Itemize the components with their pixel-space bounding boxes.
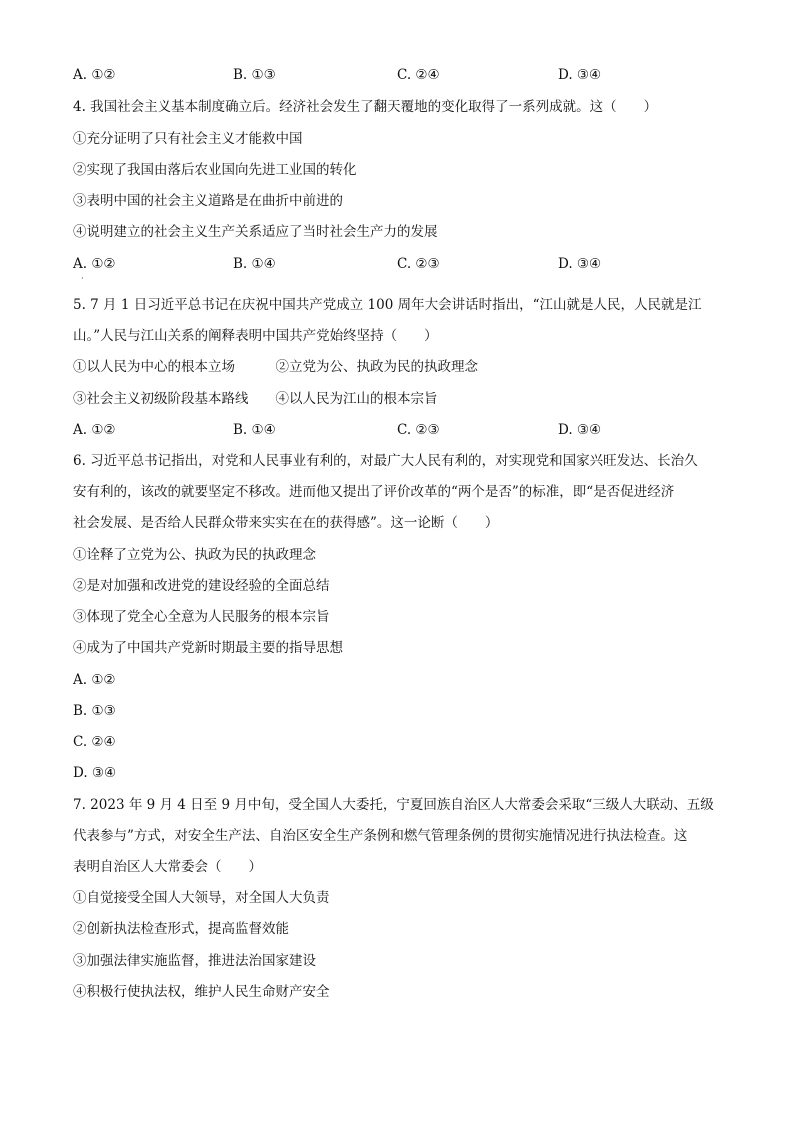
stray-mark: ·: [81, 274, 84, 284]
q7-item-1: ①自觉接受全国人大领导，对全国人大负责: [73, 890, 330, 906]
q5-stem-line-2: 山。”人民与江山关系的阐释表明中国共产党始终坚持（ ）: [73, 328, 438, 344]
q5-option-d: D. ③④: [558, 422, 602, 438]
q3-option-a: A. ①②: [73, 67, 116, 83]
q5-item-row-1: ①以人民为中心的根本立场 ②立党为公、执政为民的执政理念: [73, 359, 478, 375]
q6-stem-line-2: 安有利的，该改的就要坚定不移改。进而他又提出了评价改革的“两个是否”的标准，即“是否促进经济: [73, 484, 675, 500]
q7-stem-line-3: 表明自治区人大常委会（ ）: [73, 859, 262, 875]
q6-option-c: C. ②④: [73, 734, 116, 750]
q4-option-c: C. ②③: [397, 256, 440, 272]
q5-stem-line-1: 5. 7 月 1 日习近平总书记在庆祝中国共产党成立 100 周年大会讲话时指出，“江山就是人民，人民就是江: [73, 297, 702, 313]
q6-item-2: ②是对加强和改进党的建设经验的全面总结: [73, 578, 330, 594]
q4-item-1: ①充分证明了只有社会主义才能救中国: [73, 131, 303, 147]
q3-option-d: D. ③④: [558, 67, 602, 83]
q7-item-3: ③加强法律实施监督，推进法治国家建设: [73, 953, 316, 969]
q3-option-b: B. ①③: [233, 67, 276, 83]
q7-stem-line-1: 7. 2023 年 9 月 4 日至 9 月中旬，受全国人大委托，宁夏回族自治区人大常委会采取“三级人大联动、五级: [73, 797, 714, 813]
q5-option-b: B. ①④: [233, 422, 276, 438]
q6-option-d: D. ③④: [73, 765, 117, 781]
q5-option-a: A. ①②: [73, 422, 116, 438]
q6-stem-line-3: 社会发展、是否给人民群众带来实实在在的获得感”。这一论断（ ）: [73, 515, 499, 531]
q4-option-d: D. ③④: [558, 256, 602, 272]
q6-item-3: ③体现了党全心全意为人民服务的根本宗旨: [73, 609, 330, 625]
q7-item-2: ②创新执法检查形式，提高监督效能: [73, 921, 289, 937]
q3-option-c: C. ②④: [397, 67, 440, 83]
q6-item-4: ④成为了中国共产党新时期最主要的指导思想: [73, 640, 343, 656]
q7-stem-line-2: 代表参与”方式，对安全生产法、自治区安全生产条例和燃气管理条例的贯彻实施情况进行执法检查。这: [73, 828, 688, 844]
q7-item-4: ④积极行使执法权，维护人民生命财产安全: [73, 984, 330, 1000]
q4-item-3: ③表明中国的社会主义道路是在曲折中前进的: [73, 193, 343, 209]
q5-option-c: C. ②③: [397, 422, 440, 438]
q6-option-b: B. ①③: [73, 703, 116, 719]
q4-stem: 4. 我国社会主义基本制度确立后。经济社会发生了翻天覆地的变化取得了一系列成就。这（ ）: [73, 99, 658, 115]
q4-option-a: A. ①②: [73, 256, 116, 272]
q6-option-a: A. ①②: [73, 672, 116, 688]
q4-option-b: B. ①④: [233, 256, 276, 272]
q5-item-row-2: ③社会主义初级阶段基本路线 ④以人民为江山的根本宗旨: [73, 391, 438, 407]
q6-stem-line-1: 6. 习近平总书记指出，对党和人民事业有利的，对最广大人民有利的，对实现党和国家兴旺发达、长治久: [73, 453, 698, 469]
q4-item-2: ②实现了我国由落后农业国向先进工业国的转化: [73, 162, 357, 178]
q4-item-4: ④说明建立的社会主义生产关系适应了当时社会生产力的发展: [73, 224, 438, 240]
q6-item-1: ①诠释了立党为公、执政为民的执政理念: [73, 547, 316, 563]
